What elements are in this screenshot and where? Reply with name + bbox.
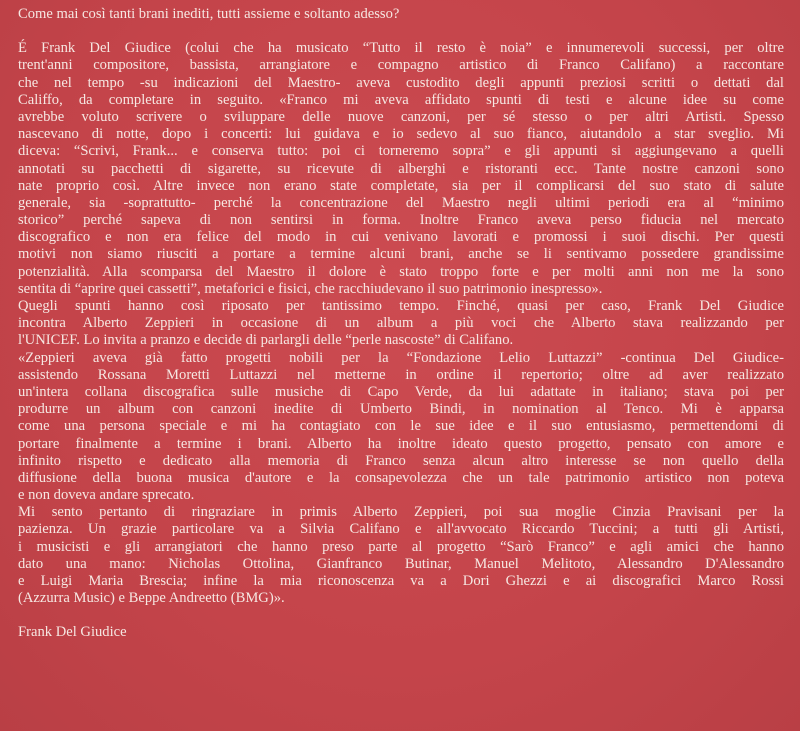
text-line: portare finalmente a termine i brani. Alberto ha inoltre ideato questo progetto, pensato con amore e bbox=[18, 435, 784, 452]
text-line: Mi sento pertanto di ringraziare in primis Alberto Zeppieri, poi sua moglie Cinzia Pravisani per la bbox=[18, 504, 784, 521]
text-line: assistendo Rossana Moretti Luttazzi nel metterne in ordine il repertorio; oltre ad aver realizzato bbox=[18, 366, 784, 383]
text-line: «Zeppieri aveva già fatto progetti nobili per la “Fondazione Lelio Luttazzi” -continua Del Giudice- bbox=[18, 349, 784, 366]
text-line: pazienza. Un grazie particolare va a Silvia Califano e all'avvocato Riccardo Tuccini; a tutti gli Artisti, bbox=[18, 521, 784, 538]
text-line: incontra Alberto Zeppieri in occasione di un album a più voci che Alberto stava realizzando per bbox=[18, 315, 784, 332]
text-line: nascevano di notte, dopo i concerti: lui guidava e io sedevo al suo fianco, aiutandolo a star sveglio. Mi bbox=[18, 126, 784, 143]
text-line: trent'anni compositore, bassista, arrangiatore e compagno artistico di Franco Califano) a raccontare bbox=[18, 57, 784, 74]
text-line: l'UNICEF. Lo invita a pranzo e decide di parlargli delle “perle nascoste” di Califano. bbox=[18, 332, 514, 349]
text-line: diffusione della buona musica d'autore e la consapevolezza che un tale patrimonio artistico non poteva bbox=[18, 469, 784, 486]
text-line: nate proprio così. Altre invece non erano state completate, sia per il complicarsi del suo stato di salute bbox=[18, 177, 784, 194]
heading-question: Come mai così tanti brani inediti, tutti assieme e soltanto adesso? bbox=[18, 6, 400, 22]
text-line: dato una mano: Nicholas Ottolina, Gianfranco Butinar, Manuel Melitoto, Alessandro D'Alessandro bbox=[18, 555, 784, 572]
text-line: É Frank Del Giudice (colui che ha musicato “Tutto il resto è noia” e innumerevoli successi, per oltre bbox=[18, 40, 784, 57]
text-line: sentita di “aprire quei cassetti”, metaforici e fisici, che racchiudevano il suo patrimonio inespresso». bbox=[18, 280, 603, 297]
text-line: avrebbe voluto scrivere o sviluppare delle nuove canzoni, per sé stesso o per altri Artisti. Spesso bbox=[18, 108, 784, 125]
text-line: generale, sia -soprattutto- perché la concentrazione del Maestro negli ultimi periodi era al “minimo bbox=[18, 194, 784, 211]
text-line: motivi non siamo riusciti a portare a termine alcuni brani, anche se li sentivamo possedere grandissime bbox=[18, 246, 784, 263]
text-line: storico” perché sapeva di non sentirsi in forma. Inoltre Franco aveva perso fiducia nel mercato bbox=[18, 212, 784, 229]
body-text bbox=[18, 40, 784, 607]
text-line: e non doveva andare sprecato. bbox=[18, 487, 195, 504]
text-line: diceva: “Scrivi, Frank... e conserva tutto: poi ci torneremo sopra” e gli appunti si aggiungevano a quelli bbox=[18, 143, 784, 160]
text-line: discografico e non era felice del modo in cui venivano lavorati e promossi i suoi dischi. Per questi bbox=[18, 229, 784, 246]
text-line: (Azzurra Music) e Beppe Andreetto (BMG)». bbox=[18, 590, 285, 607]
text-line: annotati su pacchetti di sigarette, su ricevute di alberghi e ristoranti ecc. Tante nostre canzoni sono bbox=[18, 160, 784, 177]
text-line: produrre un album con canzoni inedite di Umberto Bindi, in nomination al Tenco. Mi è apparsa bbox=[18, 401, 784, 418]
text-line: che nel tempo -su indicazioni del Maestro- aveva custodito degli appunti preziosi scritti o dettati dal bbox=[18, 74, 784, 91]
text-line: un'intera collana discografica sulle musiche di Capo Verde, da lui adattate in italiano; stava poi per bbox=[18, 383, 784, 400]
text-line: Quegli spunti hanno così riposato per tantissimo tempo. Finché, quasi per caso, Frank Del Giudice bbox=[18, 298, 784, 315]
signature: Frank Del Giudice bbox=[18, 624, 127, 641]
text-line: come una persona speciale e mi ha contagiato con le sue idee e il suo entusiasmo, permettendomi di bbox=[18, 418, 784, 435]
text-line: e Luigi Maria Brescia; infine la mia riconoscenza va a Dori Ghezzi e ai discografici Marco Rossi bbox=[18, 573, 784, 590]
text-line: infinito rispetto e dedicato alla memoria di Franco senza alcun altro interesse se non quello della bbox=[18, 452, 784, 469]
text-line: potenzialità. Alla scomparsa del Maestro il dolore è stato troppo forte e per molti anni non me la sono bbox=[18, 263, 784, 280]
text-line: i musicisti e gli arrangiatori che hanno preso parte al progetto “Sarò Franco” e agli amici che hanno bbox=[18, 538, 784, 555]
text-line: Califfo, da completare in seguito. «Franco mi aveva affidato spunti di testi e alcune idee su come bbox=[18, 91, 784, 108]
